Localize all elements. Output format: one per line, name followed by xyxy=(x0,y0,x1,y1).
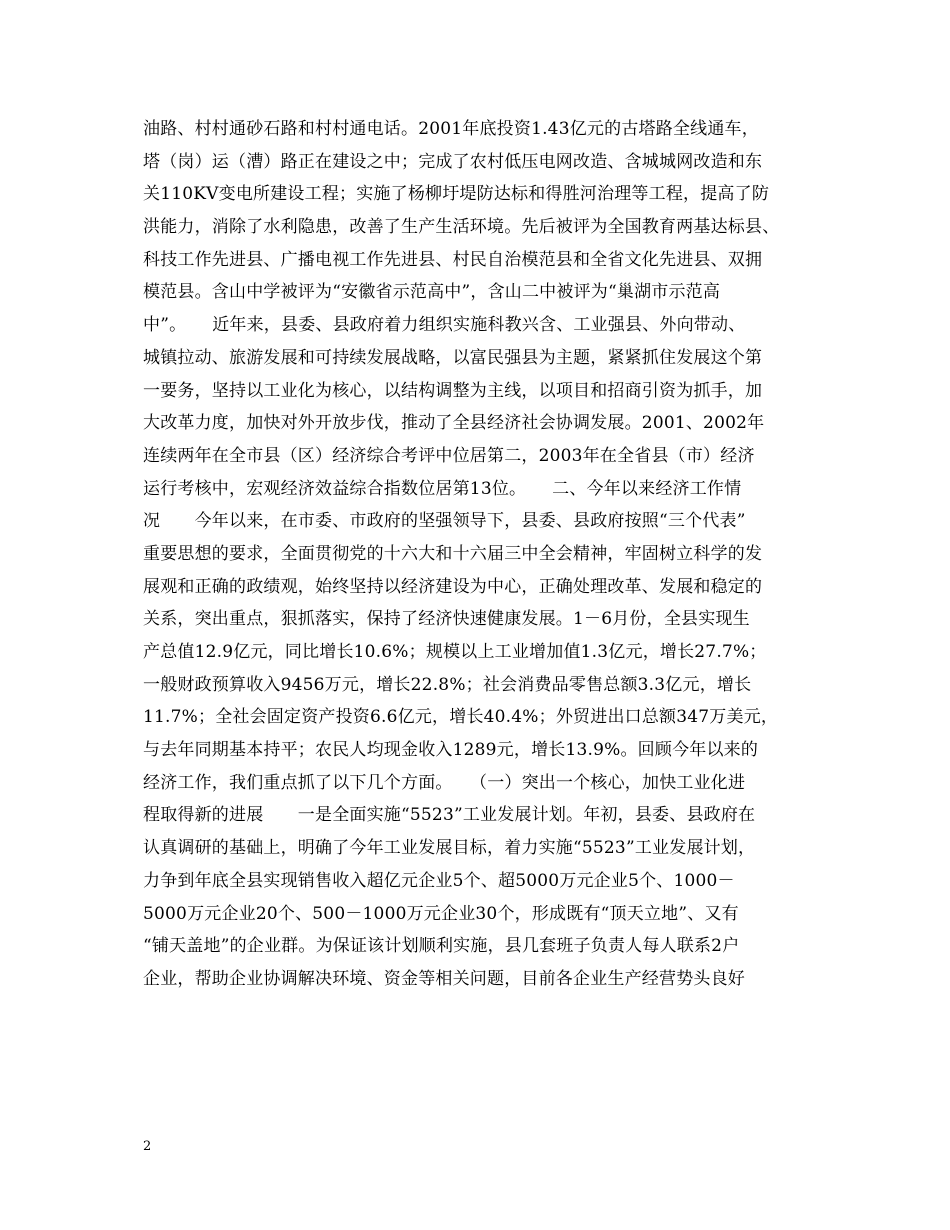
text-line: 力争到年底全县实现销售收入超亿元企业5个、超5000万元企业5个、1000－ xyxy=(143,870,735,891)
text-line: 与去年同期基本持平；农民人均现金收入1289元，增长13.9%。回顾今年以来的 xyxy=(143,740,759,761)
text-line: 11.7%；全社会固定资产投资6.6亿元，增长40.4%；外贸进出口总额347万美元， xyxy=(143,707,779,728)
text-line: 运行考核中，宏观经济效益综合指数位居第13位。 二、今年以来经济工作情 xyxy=(143,478,742,499)
text-line: 洪能力，消除了水利隐患，改善了生产生活环境。先后被评为全国教育两基达标县、 xyxy=(143,217,780,238)
text-line: 城镇拉动、旅游发展和可持续发展战略，以富民强县为主题，紧紧抓住发展这个第 xyxy=(143,347,763,368)
text-line: 展观和正确的政绩观，始终坚持以经济建设为中心，正确处理改革、发展和稳定的 xyxy=(143,576,763,597)
text-line: 5000万元企业20个、500－1000万元企业30个，形成既有“顶天立地”、又有 xyxy=(143,903,739,924)
text-line: 关110KV变电所建设工程；实施了杨柳圩堤防达标和得胜河治理等工程，提高了防 xyxy=(143,184,770,205)
text-line: 科技工作先进县、广播电视工作先进县、村民自治模范县和全省文化先进县、双拥 xyxy=(143,249,763,270)
text-line: 大改革力度，加快对外开放步伐，推动了全县经济社会协调发展。2001、2002年 xyxy=(143,413,765,434)
text-line: 一要务，坚持以工业化为核心，以结构调整为主线，以项目和招商引资为抓手，加 xyxy=(143,380,763,401)
text-line: 模范县。含山中学被评为“安徽省示范高中”，含山二中被评为“巢湖市示范高 xyxy=(143,282,721,303)
text-line: 关系，突出重点，狠抓落实，保持了经济快速健康发展。1－6月份，全县实现生 xyxy=(143,609,750,630)
text-line: 中”。 近年来，县委、县政府着力组织实施科教兴含、工业强县、外向带动、 xyxy=(143,315,746,336)
text-line: 认真调研的基础上，明确了今年工业发展目标，着力实施“5523”工业发展计划， xyxy=(143,838,756,859)
text-line: 一般财政预算收入9456万元，增长22.8%；社会消费品零售总额3.3亿元，增长 xyxy=(143,674,752,695)
page-number: 2 xyxy=(143,1139,152,1154)
text-line: 重要思想的要求，全面贯彻党的十六大和十六届三中全会精神，牢固树立科学的发 xyxy=(143,543,763,564)
text-line: 程取得新的进展 一是全面实施“5523”工业发展计划。年初，县委、县政府在 xyxy=(143,805,756,826)
text-line: 塔（岗）运（漕）路正在建设之中；完成了农村低压电网改造、含城城网改造和东 xyxy=(143,151,763,172)
body-text xyxy=(143,113,823,996)
text-line: 产总值12.9亿元，同比增长10.6%；规模以上工业增加值1.3亿元，增长27.7%； xyxy=(143,642,767,662)
text-line: “铺天盖地”的企业群。为保证该计划顺利实施，县几套班子负责人每人联系2户 xyxy=(143,936,740,957)
text-line: 企业，帮助企业协调解决环境、资金等相关问题，目前各企业生产经营势头良好 xyxy=(143,968,745,989)
text-line: 经济工作，我们重点抓了以下几个方面。 （一）突出一个核心，加快工业化进 xyxy=(143,772,746,793)
text-line: 况 今年以来，在市委、市政府的坚强领导下，县委、县政府按照“三个代表” xyxy=(143,511,746,532)
text-line: 连续两年在全市县（区）经济综合考评中位居第二，2003年在全省县（市）经济 xyxy=(143,445,755,466)
text-line: 油路、村村通砂石路和村村通电话。2001年底投资1.43亿元的古塔路全线通车， xyxy=(143,119,759,139)
